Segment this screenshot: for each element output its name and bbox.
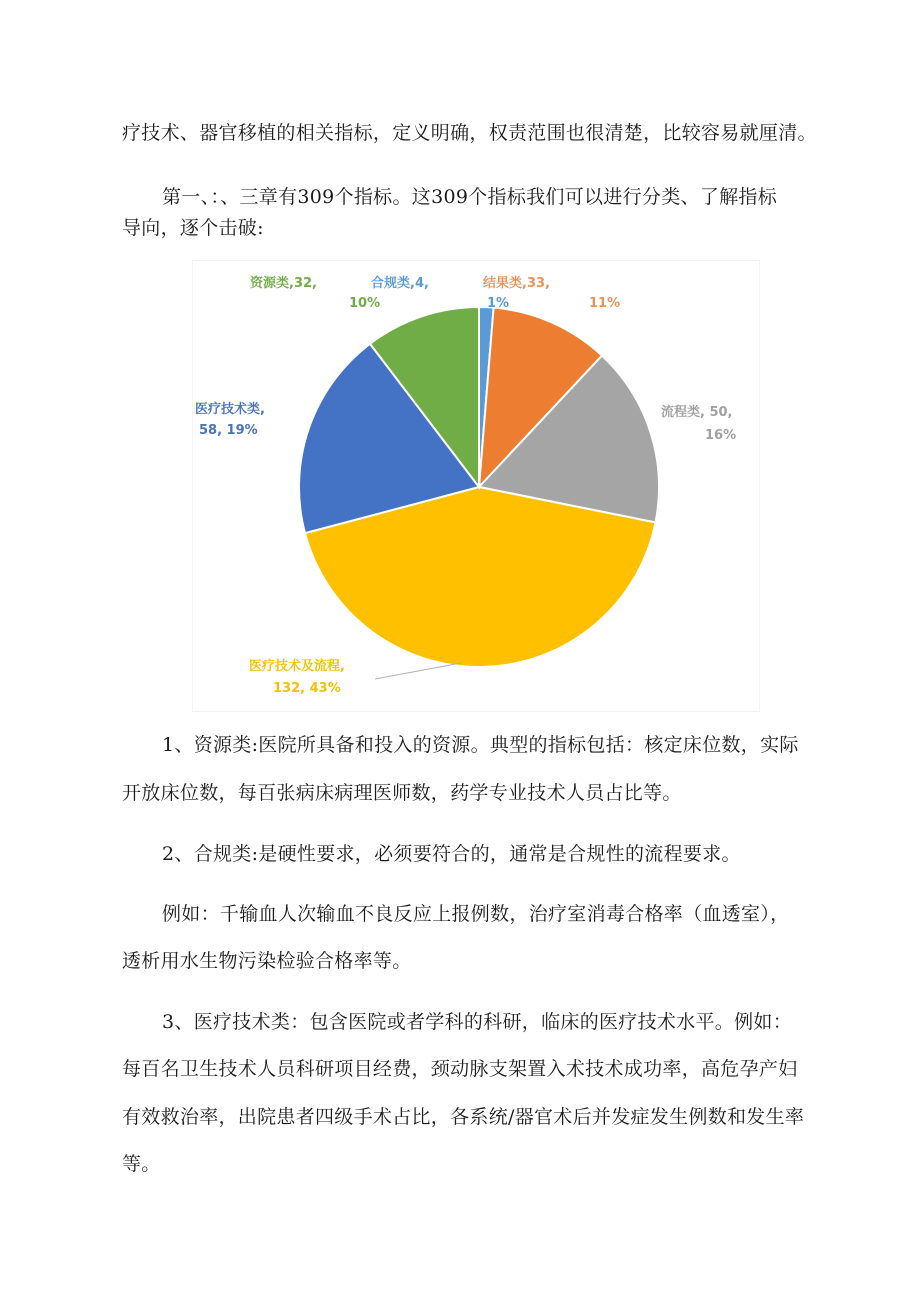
data-label-3-line1: 流程类, 50, — [661, 405, 733, 420]
paragraph-line-11: 有效救治率，出院患者四级手术占比，各系统/器官术后并发症发生例数和发生率 — [122, 1106, 805, 1128]
paragraph-line-8: 透析用水生物污染检验合格率等。 — [122, 950, 412, 972]
paragraph-line-6: 2、合规类:是硬性要求，必须要符合的，通常是合规性的流程要求。 — [162, 843, 741, 865]
data-label-4-line1: 医疗技术及流程, — [249, 659, 345, 674]
data-label-3-line2: 16% — [705, 428, 737, 443]
paragraph-line-5: 开放床位数，每百张病床病理医师数，药学专业技术人员占比等。 — [122, 782, 682, 804]
paragraph-line-3: 导向，逐个击破: — [122, 217, 264, 239]
data-label-5-line1: 医疗技术类, — [195, 402, 265, 417]
data-label-4-line2: 132, 43% — [273, 681, 341, 696]
paragraph-line-1: 疗技术、器官移植的相关指标，定义明确，权责范围也很清楚，比较容易就厘清。 — [122, 122, 817, 144]
paragraph-line-12: 等。 — [122, 1153, 161, 1175]
data-label-6-line1: 资源类,32, — [250, 276, 317, 291]
pie-chart — [192, 260, 760, 712]
data-label-1-line1: 合规类,4, — [371, 276, 429, 291]
paragraph-line-2: 第一、：、三章有309个指标。这309个指标我们可以进行分类、了解指标 — [162, 186, 778, 208]
paragraph-line-9: 3、医疗技术类：包含医院或者学科的科研，临床的医疗技术水平。例如： — [162, 1011, 792, 1033]
pie-chart-svg — [193, 261, 759, 711]
data-label-2-line1: 结果类,33, — [483, 276, 550, 291]
paragraph-line-4: 1、资源类:医院所具备和投入的资源。典型的指标包括：核定床位数，实际 — [162, 734, 799, 756]
paragraph-line-10: 每百名卫生技术人员科研项目经费，颈动脉支架置入术技术成功率，高危孕产妇 — [122, 1058, 798, 1080]
data-label-2-line2: 11% — [589, 296, 621, 311]
data-label-6-line2: 10% — [349, 296, 381, 311]
data-label-5-line2: 58, 19% — [199, 423, 258, 438]
paragraph-line-7: 例如：千输血人次输血不良反应上报例数，治疗室消毒合格率（血透室）， — [162, 903, 790, 925]
data-label-1-line2: 1% — [487, 296, 510, 311]
leader-line — [375, 663, 461, 679]
